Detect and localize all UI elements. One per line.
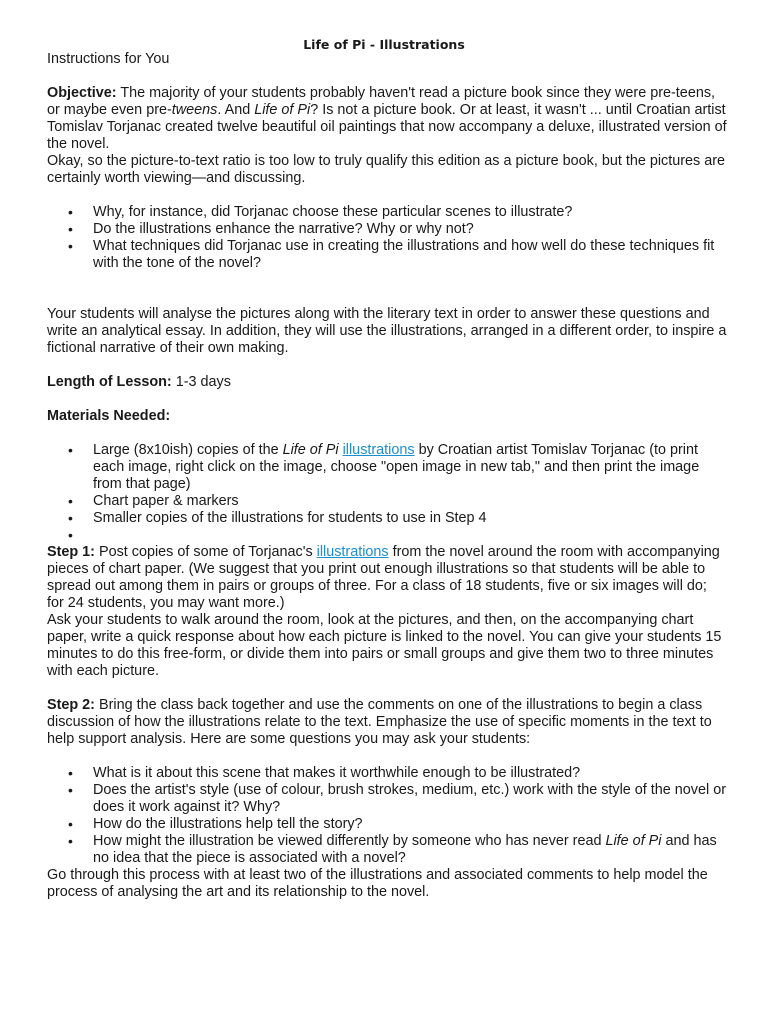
list-item: • How do the illustrations help tell the story? xyxy=(47,816,727,833)
length-label: Length of Lesson: xyxy=(47,374,172,390)
step1-paragraph: Step 1: Post copies of some of Torjanac's illustrations from the novel around the room with accompanying pieces of chart paper. (We suggest that you print out enough illustrations so that students will be able to spread out among them in pairs or groups of three. For a class of 18 students, five or six images will do; for 24 students, you may want more.) xyxy=(47,544,720,611)
instructions-heading: Instructions for You xyxy=(47,51,170,67)
step1-paragraph-2: Ask your students to walk around the room, look at the pictures, and then, on the accompanying chart paper, write a quick response about how each picture is linked to the novel. You can give your students 15 minutes to do this free-form, or divide them into pairs or small groups and give them two to three minutes with each picture. xyxy=(47,612,722,679)
analysis-paragraph: Your students will analyse the pictures along with the literary text in order to answer these questions and write an analytical essay. In addition, they will use the illustrations, arranged in a different order, to inspire a fictional narrative of their own making. xyxy=(47,306,727,356)
list-item: • Does the artist's style (use of colour, brush strokes, medium, etc.) work with the style of the novel or does it work against it? Why? xyxy=(47,782,727,816)
objective-paragraph: Objective: The majority of your students probably haven't read a picture book since they were pre-teens, or maybe even pre-tweens. And Life of Pi? Is not a picture book. Or at least, it wasn't ... until Croatian artist Tomislav Torjanac created twelve beautiful oil paintings that now accompany a deluxe, illustrated version of the novel. xyxy=(47,85,727,152)
closing-paragraph: Go through this process with at least two of the illustrations and associated comments to help model the process of analysing the art and its relationship to the novel. xyxy=(47,867,708,900)
step1-illustrations-link[interactable]: illustrations xyxy=(316,544,389,560)
objective-paragraph-2: Okay, so the picture-to-text ratio is too low to truly qualify this edition as a picture book, but the pictures are certainly worth viewing—and discussing. xyxy=(47,153,726,186)
list-item: • Why, for instance, did Torjanac choose these particular scenes to illustrate? xyxy=(47,204,727,221)
document-body xyxy=(47,51,727,901)
materials-heading: Materials Needed: xyxy=(47,408,171,424)
list-item: • Do the illustrations enhance the narrative? Why or why not? xyxy=(47,221,727,238)
step2-questions-list xyxy=(47,765,727,867)
questions-list xyxy=(47,204,727,272)
list-item: • Smaller copies of the illustrations for students to use in Step 4 xyxy=(47,510,727,527)
list-item: • Chart paper & markers xyxy=(47,493,727,510)
illustrations-link[interactable]: illustrations xyxy=(342,442,415,458)
list-item: • How might the illustration be viewed differently by someone who has never read Life of Pi and has no idea that the piece is associated with a novel? xyxy=(47,833,727,867)
length-of-lesson xyxy=(47,374,727,391)
list-item: • Large (8x10ish) copies of the Life of Pi illustrations by Croatian artist Tomislav Torjanac (to print each image, right click on the image, choose "open image in new tab," and then print the image from that page) xyxy=(47,442,727,493)
materials-list xyxy=(47,442,727,544)
step1-label: Step 1: xyxy=(47,544,95,560)
list-item: • What techniques did Torjanac use in creating the illustrations and how well do these techniques fit with the tone of the novel? xyxy=(47,238,727,272)
step2-paragraph: Step 2: Bring the class back together and use the comments on one of the illustrations to begin a class discussion of how the illustrations relate to the text. Emphasize the use of specific moments in the text to help support analysis. Here are some questions you may ask your students: xyxy=(47,697,712,747)
list-item-empty xyxy=(47,527,727,544)
step2-label: Step 2: xyxy=(47,697,95,713)
list-item: • What is it about this scene that makes it worthwhile enough to be illustrated? xyxy=(47,765,727,782)
objective-label: Objective: xyxy=(47,85,117,101)
document-title: Life of Pi - Illustrations xyxy=(303,37,465,52)
length-value: 1-3 days xyxy=(171,374,231,390)
